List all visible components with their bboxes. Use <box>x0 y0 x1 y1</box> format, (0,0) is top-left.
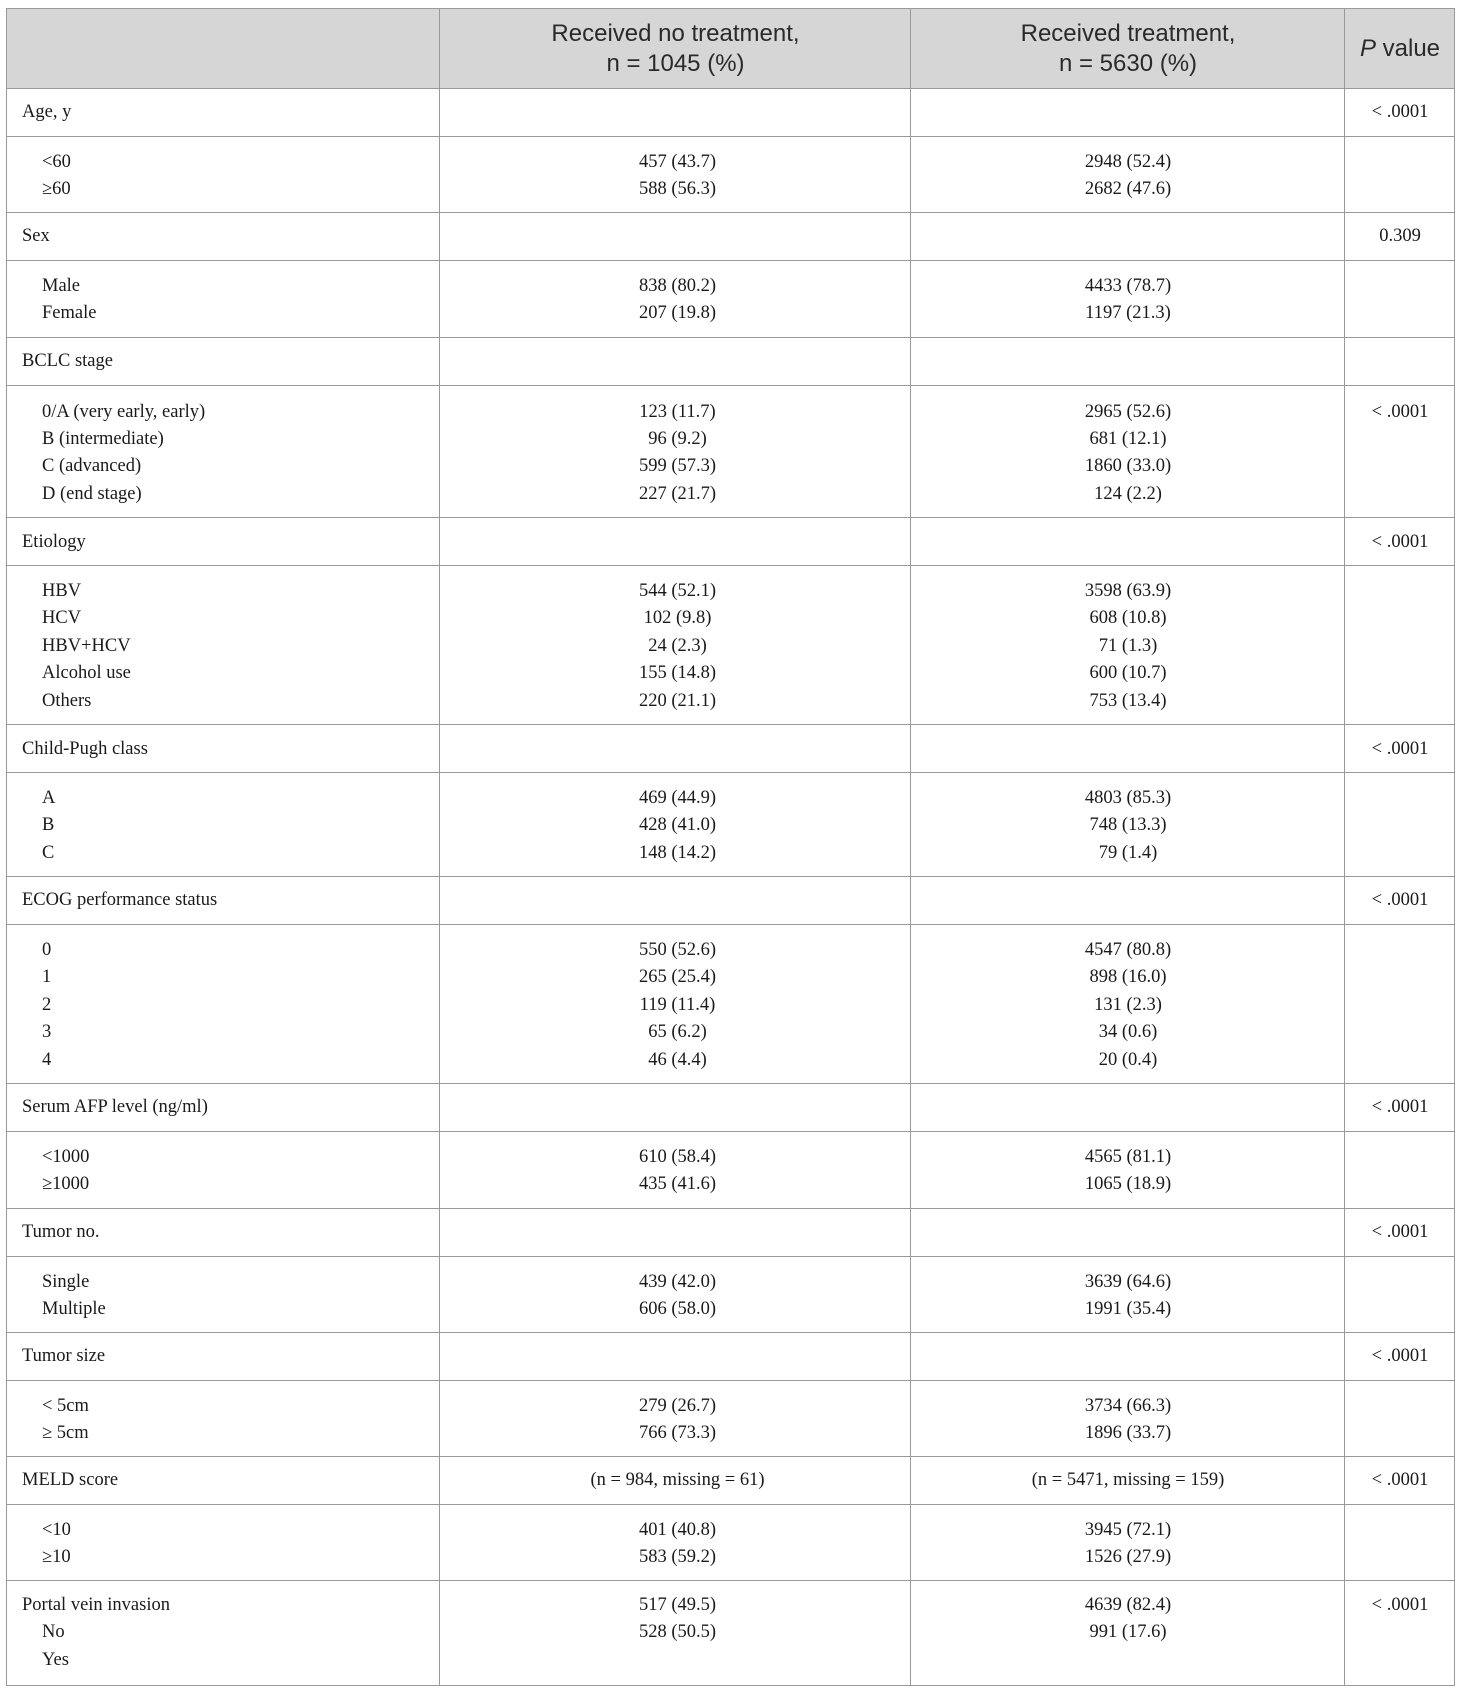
cell-no-treatment: 220 (21.1) <box>638 691 717 711</box>
section-label-bclc: BCLC stage <box>22 351 113 371</box>
header-characteristic <box>7 9 439 88</box>
section-label-tumor-no: Tumor no. <box>22 1222 100 1242</box>
section-label-ecog: ECOG performance status <box>22 890 218 910</box>
p-value-sex: 0.309 <box>1379 226 1421 246</box>
row-label: D (end stage) <box>42 484 142 504</box>
p-value-tumor-size: < .0001 <box>1371 1346 1429 1366</box>
cell-no-treatment: 155 (14.8) <box>638 663 717 683</box>
cell-treatment: 34 (0.6) <box>1098 1022 1158 1042</box>
row-divider <box>7 724 1454 725</box>
row-label: < 5cm <box>42 1396 89 1416</box>
row-label: Female <box>42 303 97 323</box>
row-divider <box>7 1332 1454 1333</box>
cell-no-treatment: 65 (6.2) <box>648 1022 707 1042</box>
header-p-rest: value <box>1382 34 1441 62</box>
row-divider <box>7 1504 1454 1505</box>
row-label: B <box>42 815 55 835</box>
row-label: <1000 <box>42 1147 90 1167</box>
row-label: 1 <box>42 967 52 987</box>
cell-treatment: 2965 (52.6) <box>1084 402 1172 422</box>
cell-treatment: 1526 (27.9) <box>1084 1547 1172 1567</box>
row-divider <box>7 1083 1454 1084</box>
row-label: Yes <box>42 1650 69 1670</box>
cell-no-treatment: 227 (21.7) <box>638 484 717 504</box>
p-value-child-pugh: < .0001 <box>1371 739 1429 759</box>
row-divider <box>7 876 1454 877</box>
cell-treatment: 131 (2.3) <box>1094 995 1162 1015</box>
row-divider <box>7 772 1454 773</box>
cell-no-treatment: 123 (11.7) <box>639 402 716 422</box>
section-label-age: Age, y <box>22 102 72 122</box>
cell-treatment: 20 (0.4) <box>1098 1050 1158 1070</box>
cell-no-treatment: 838 (80.2) <box>638 276 717 296</box>
cell-treatment: 898 (16.0) <box>1089 967 1167 987</box>
row-divider <box>7 1380 1454 1381</box>
cell-no-treatment: 610 (58.4) <box>638 1147 717 1167</box>
cell-no-treatment: 583 (59.2) <box>638 1547 717 1567</box>
p-value-tumor-no: < .0001 <box>1371 1222 1429 1242</box>
cell-no-treatment: 544 (52.1) <box>638 581 717 601</box>
row-divider <box>7 385 1454 386</box>
cell-treatment: 4433 (78.7) <box>1084 276 1172 296</box>
row-label: No <box>42 1622 65 1642</box>
header-treatment: Received treatment, n = 5630 (%) <box>1020 19 1236 77</box>
cell-no-treatment: 766 (73.3) <box>638 1423 717 1443</box>
p-value-age: < .0001 <box>1371 102 1429 122</box>
row-label: 4 <box>42 1050 52 1070</box>
cell-treatment: 3598 (63.9) <box>1084 581 1172 601</box>
row-divider <box>7 136 1454 137</box>
cell-no-treatment: 102 (9.8) <box>643 608 712 628</box>
row-label: C <box>42 843 55 863</box>
cell-no-treatment: 606 (58.0) <box>638 1299 717 1319</box>
row-label: HCV <box>42 608 82 628</box>
row-label: ≥ 5cm <box>42 1423 89 1443</box>
section-label-tumor-size: Tumor size <box>22 1346 106 1366</box>
cell-no-treatment: 148 (14.2) <box>638 843 717 863</box>
cell-treatment: 4639 (82.4) <box>1084 1595 1172 1615</box>
cell-no-treatment: 401 (40.8) <box>638 1520 717 1540</box>
cell-no-treatment: 528 (50.5) <box>638 1622 717 1642</box>
cell-no-treatment: 599 (57.3) <box>638 456 717 476</box>
cell-treatment: 1065 (18.9) <box>1084 1174 1172 1194</box>
row-label: ≥60 <box>42 179 71 199</box>
row-label: 2 <box>42 995 52 1015</box>
row-divider <box>7 565 1454 566</box>
cell-no-treatment: 119 (11.4) <box>639 995 716 1015</box>
row-divider <box>7 212 1454 213</box>
section-label-sex: Sex <box>22 226 50 246</box>
row-label: HBV+HCV <box>42 636 131 656</box>
row-label: 0 <box>42 940 52 960</box>
p-value-portal-vein: < .0001 <box>1371 1595 1429 1615</box>
baseline-characteristics-table <box>6 8 1455 1686</box>
row-divider <box>7 260 1454 261</box>
header-no-treatment: Received no treatment, n = 1045 (%) <box>551 19 800 77</box>
cell-treatment: 1197 (21.3) <box>1085 303 1171 323</box>
section-label-meld: MELD score <box>22 1470 119 1490</box>
cell-treatment: 4565 (81.1) <box>1084 1147 1172 1167</box>
row-divider <box>7 924 1454 925</box>
row-divider <box>7 517 1454 518</box>
cell-treatment: 4803 (85.3) <box>1084 788 1172 808</box>
cell-treatment: 1896 (33.7) <box>1084 1423 1172 1443</box>
row-label: B (intermediate) <box>42 429 164 449</box>
row-label: ≥1000 <box>42 1174 90 1194</box>
p-value-meld: < .0001 <box>1371 1470 1429 1490</box>
section-label-etiology: Etiology <box>22 532 86 552</box>
cell-treatment: 608 (10.8) <box>1089 608 1167 628</box>
row-divider <box>7 1580 1454 1581</box>
cell-no-treatment: 24 (2.3) <box>648 636 707 656</box>
cell-no-treatment: 517 (49.5) <box>638 1595 717 1615</box>
cell-no-treatment: 588 (56.3) <box>638 179 717 199</box>
section-label-child-pugh: Child-Pugh class <box>22 739 148 759</box>
header-p-value <box>1345 9 1455 88</box>
cell-treatment: 1991 (35.4) <box>1084 1299 1172 1319</box>
row-divider <box>7 1208 1454 1209</box>
row-label: Multiple <box>42 1299 106 1319</box>
cell-no-treatment: 457 (43.7) <box>638 152 717 172</box>
row-label: C (advanced) <box>42 456 142 476</box>
row-label: ≥10 <box>42 1547 71 1567</box>
row-label: HBV <box>42 581 82 601</box>
cell-no-treatment: 96 (9.2) <box>648 429 707 449</box>
cell-no-treatment: 428 (41.0) <box>638 815 717 835</box>
header-p-italic: P <box>1359 34 1376 62</box>
row-label: Single <box>42 1272 90 1292</box>
row-label: A <box>42 788 56 808</box>
cell-no-treatment: 469 (44.9) <box>638 788 717 808</box>
meld-no-treatment-note: (n = 984, missing = 61) <box>590 1470 765 1490</box>
row-divider <box>7 1131 1454 1132</box>
cell-treatment: 124 (2.2) <box>1094 484 1162 504</box>
cell-no-treatment: 279 (26.7) <box>638 1396 717 1416</box>
row-divider <box>7 1256 1454 1257</box>
row-label: <10 <box>42 1520 71 1540</box>
cell-no-treatment: 550 (52.6) <box>638 940 717 960</box>
cell-treatment: 991 (17.6) <box>1089 1622 1167 1642</box>
meld-treatment-note: (n = 5471, missing = 159) <box>1031 1470 1225 1490</box>
row-divider <box>7 1456 1454 1457</box>
row-label: Alcohol use <box>42 663 131 683</box>
cell-no-treatment: 435 (41.6) <box>638 1174 717 1194</box>
cell-no-treatment: 265 (25.4) <box>638 967 717 987</box>
section-label-portal-vein: Portal vein invasion <box>22 1595 170 1615</box>
p-value-ecog: < .0001 <box>1371 890 1429 910</box>
cell-treatment: 748 (13.3) <box>1089 815 1167 835</box>
row-label: Male <box>42 276 81 296</box>
cell-treatment: 753 (13.4) <box>1089 691 1167 711</box>
cell-no-treatment: 207 (19.8) <box>638 303 717 323</box>
cell-treatment: 3639 (64.6) <box>1084 1272 1172 1292</box>
row-label: 3 <box>42 1022 52 1042</box>
row-label: Others <box>42 691 92 711</box>
row-label: <60 <box>42 152 71 172</box>
cell-treatment: 4547 (80.8) <box>1084 940 1172 960</box>
cell-treatment: 2682 (47.6) <box>1084 179 1172 199</box>
section-label-afp: Serum AFP level (ng/ml) <box>22 1097 208 1117</box>
p-value-bclc: < .0001 <box>1371 402 1429 422</box>
p-value-afp: < .0001 <box>1371 1097 1429 1117</box>
cell-no-treatment: 46 (4.4) <box>648 1050 707 1070</box>
cell-treatment: 2948 (52.4) <box>1084 152 1172 172</box>
cell-treatment: 3734 (66.3) <box>1084 1396 1172 1416</box>
p-value-etiology: < .0001 <box>1371 532 1429 552</box>
cell-treatment: 79 (1.4) <box>1098 843 1158 863</box>
cell-no-treatment: 439 (42.0) <box>638 1272 717 1292</box>
cell-treatment: 600 (10.7) <box>1089 663 1167 683</box>
cell-treatment: 681 (12.1) <box>1089 429 1167 449</box>
row-label: 0/A (very early, early) <box>42 402 206 422</box>
table-header <box>7 9 1454 89</box>
cell-treatment: 3945 (72.1) <box>1084 1520 1172 1540</box>
row-divider <box>7 337 1454 338</box>
cell-treatment: 1860 (33.0) <box>1084 456 1172 476</box>
cell-treatment: 71 (1.3) <box>1098 636 1158 656</box>
